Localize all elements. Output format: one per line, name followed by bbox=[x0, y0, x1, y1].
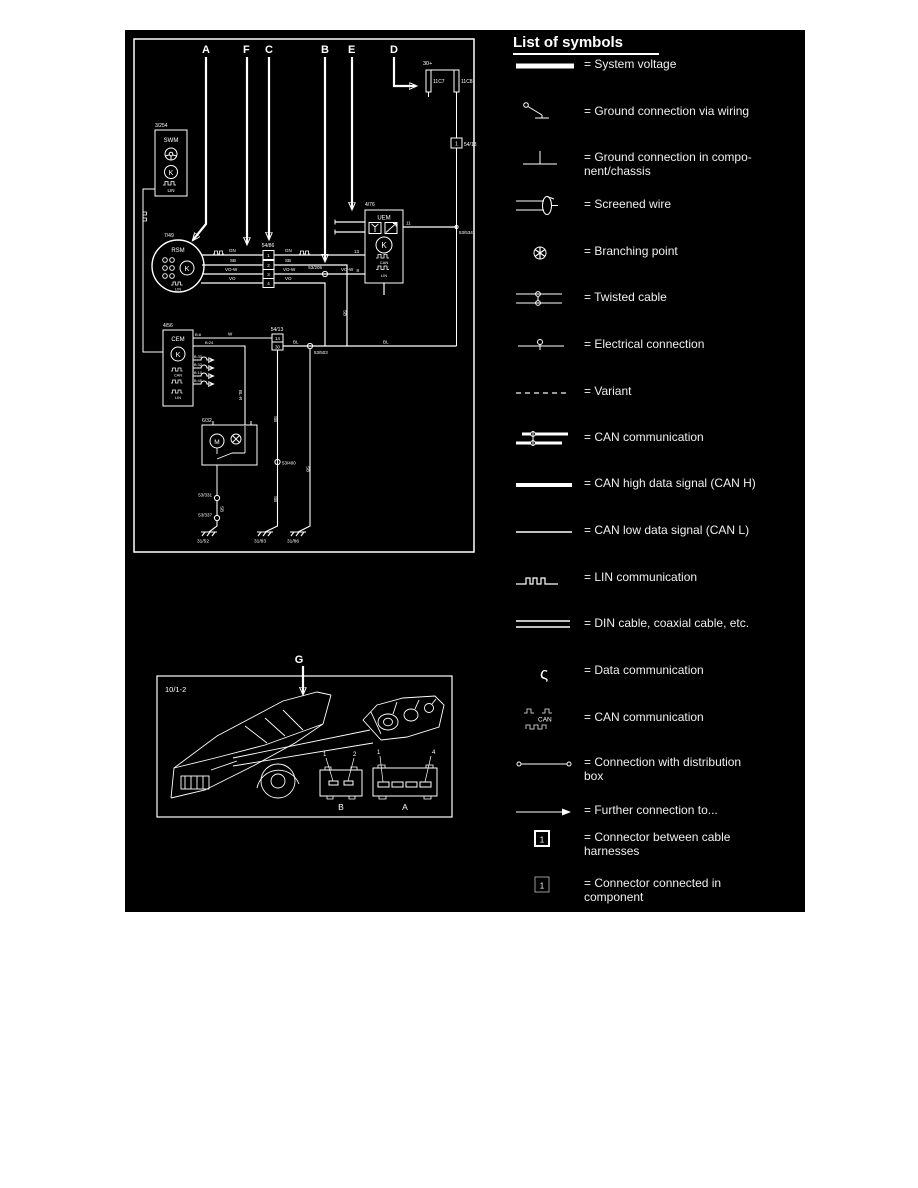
svg-text:VO-W: VO-W bbox=[341, 267, 354, 272]
variant-symbol bbox=[514, 380, 578, 406]
legend-title: List of symbols bbox=[513, 34, 659, 55]
lin-wave-glyph bbox=[213, 251, 224, 254]
motor-id: 6/32 bbox=[202, 418, 212, 424]
junction-53534-label: 53/534 bbox=[459, 230, 473, 235]
screened-wire-symbol bbox=[514, 193, 578, 219]
branching-point-symbol bbox=[514, 240, 578, 266]
svg-text:BL: BL bbox=[383, 339, 389, 345]
svg-text:K: K bbox=[168, 169, 174, 177]
distribution-box-symbol bbox=[514, 751, 578, 777]
svg-text:CAN: CAN bbox=[173, 373, 183, 378]
swm-bus-label: LIN bbox=[167, 188, 175, 193]
lin-communication-symbol bbox=[514, 566, 578, 592]
svg-text:SB: SB bbox=[273, 496, 278, 503]
lin-wave-glyph bbox=[163, 182, 176, 186]
svg-text:B:10: B:10 bbox=[194, 371, 202, 375]
fuse-11c7-label: 11C7 bbox=[433, 79, 445, 85]
ref-letter-d: D bbox=[390, 44, 398, 56]
svg-text:BL: BL bbox=[293, 339, 299, 345]
can-wave-glyph bbox=[171, 380, 183, 383]
k-node-icon bbox=[165, 166, 178, 179]
svg-text:1: 1 bbox=[539, 881, 545, 891]
svg-text:ς: ς bbox=[540, 664, 549, 683]
svg-text:LIN: LIN bbox=[175, 396, 181, 400]
location-illustration bbox=[145, 648, 455, 823]
location-box-id: 10/1-2 bbox=[165, 685, 187, 694]
data-communication-symbol bbox=[514, 659, 578, 685]
svg-text:VO-W: VO-W bbox=[225, 267, 238, 272]
component-cem bbox=[163, 323, 193, 406]
ground-in-component-symbol bbox=[514, 146, 578, 172]
component-rsm bbox=[152, 233, 204, 292]
fuse-11c7 bbox=[426, 70, 431, 92]
motor-icon bbox=[210, 434, 224, 448]
connector-in-component-symbol bbox=[514, 872, 578, 898]
svg-text:B:32: B:32 bbox=[194, 363, 202, 367]
branch-53400-label: 53/400 bbox=[282, 460, 296, 466]
svg-text:3: 3 bbox=[267, 272, 270, 277]
branch-53337 bbox=[214, 515, 219, 520]
svg-text:30: 30 bbox=[275, 344, 280, 350]
symbol-legend: List of symbols = System voltage = Ground connection via wiring = Ground connection in compo- nent/chassis = Screened wire = Branching point = Twisted cable = Electrical connection = Variant = CAN communication = CAN high data signal (CAN H) = CAN low data signal (CAN L) = LIN communication = DIN cable, coaxial cable, etc. ς = Data communication CAN = CAN communication = Connection with distribution box = Further connection to... 1 = Connector between cable harnesses 1 = Connector connected in component bbox=[513, 34, 756, 904]
svg-text:B:30: B:30 bbox=[194, 355, 202, 359]
ref-letter-c: C bbox=[265, 44, 273, 56]
svg-text:2: 2 bbox=[267, 263, 270, 268]
can-wave-glyph bbox=[376, 266, 389, 270]
can-wave-glyph bbox=[376, 255, 389, 259]
schematic-frame bbox=[133, 38, 475, 553]
uem-pin11-label: 11 bbox=[406, 220, 411, 226]
svg-text:1: 1 bbox=[539, 835, 545, 845]
ground-31-52 bbox=[197, 532, 217, 545]
wire-w-label: W bbox=[228, 331, 233, 337]
schematic-border bbox=[134, 39, 474, 552]
svg-text:SB: SB bbox=[273, 416, 278, 423]
connector-between-harnesses-symbol bbox=[514, 826, 578, 852]
svg-text:14: 14 bbox=[275, 336, 280, 341]
uem-name: UEM bbox=[377, 215, 391, 222]
svg-text:B:45: B:45 bbox=[194, 379, 202, 383]
car-sketch bbox=[171, 692, 373, 798]
svg-text:K: K bbox=[175, 349, 181, 359]
can-high-symbol bbox=[514, 472, 578, 498]
cem-pin-b8: B:8 bbox=[195, 332, 202, 337]
branch-53337-label: 53/337 bbox=[198, 512, 212, 518]
ground-wires bbox=[265, 349, 310, 532]
connector-5413-top bbox=[451, 138, 477, 346]
ground-symbols bbox=[197, 532, 306, 545]
svg-text:31/86: 31/86 bbox=[287, 539, 300, 545]
svg-text:31/52: 31/52 bbox=[197, 539, 210, 545]
rsm-name: RSM bbox=[171, 248, 185, 254]
svg-text:VO: VO bbox=[285, 276, 292, 281]
connector-b-pin1: 1 bbox=[323, 752, 327, 758]
svg-text:VO: VO bbox=[229, 276, 236, 281]
headlamp-sketch bbox=[363, 696, 444, 740]
ground-31-86 bbox=[287, 532, 306, 545]
switch-icon bbox=[217, 426, 245, 459]
cem-pin-wires bbox=[193, 332, 272, 426]
connector-5413-top-label: 54/13 bbox=[464, 142, 477, 148]
k-node-icon bbox=[376, 237, 392, 253]
branch-53205-label: 53/205 bbox=[308, 265, 322, 270]
rsm-id: 7/49 bbox=[164, 233, 174, 239]
connector-5413-label: 54/13 bbox=[270, 327, 284, 333]
can-block-symbol bbox=[514, 706, 578, 732]
connector-5486-label: 54/86 bbox=[261, 243, 275, 249]
wire-blr-label: BL-R bbox=[238, 390, 243, 401]
ref-letter-a: A bbox=[202, 44, 210, 56]
svg-text:SB: SB bbox=[342, 310, 348, 317]
svg-text:GN: GN bbox=[229, 248, 236, 253]
uem-id: 4/76 bbox=[365, 202, 375, 208]
connector-5413-mid bbox=[271, 327, 284, 350]
uem-pin13-label: 13 bbox=[353, 249, 359, 254]
further-connection-symbol bbox=[514, 799, 578, 825]
swm-name: SWM bbox=[163, 138, 179, 144]
lin-wave-glyph bbox=[171, 390, 183, 393]
svg-text:SB: SB bbox=[285, 258, 292, 263]
k-node-icon bbox=[171, 347, 185, 361]
connector-b-label: B bbox=[338, 802, 344, 812]
connector-a-pin1: 1 bbox=[377, 750, 381, 756]
svg-text:SB: SB bbox=[219, 506, 225, 513]
svg-text:4: 4 bbox=[267, 281, 270, 286]
can-communication-symbol bbox=[514, 426, 578, 452]
connector-5486 bbox=[262, 243, 275, 288]
connector-b-pin2: 2 bbox=[353, 752, 357, 758]
can-low-symbol bbox=[514, 519, 578, 545]
rsm-switch-contacts bbox=[163, 258, 175, 279]
location-connector-a bbox=[373, 750, 437, 812]
branch-53331 bbox=[214, 495, 219, 500]
fuse-group bbox=[423, 61, 473, 138]
location-svg bbox=[145, 648, 455, 823]
lin-wave-glyph bbox=[171, 282, 183, 285]
wiring-diagram-panel bbox=[125, 30, 805, 912]
twisted-cable-symbol bbox=[514, 286, 578, 312]
ground-via-wiring-symbol bbox=[514, 100, 578, 126]
svg-text:K: K bbox=[184, 264, 190, 273]
reference-letters bbox=[202, 44, 398, 56]
swm-id: 3/254 bbox=[155, 123, 168, 129]
svg-text:CAN: CAN bbox=[538, 716, 552, 724]
svg-text:1: 1 bbox=[267, 253, 270, 258]
steering-wheel-icon bbox=[165, 148, 177, 160]
svg-text:GN: GN bbox=[285, 248, 292, 253]
svg-text:VO-W: VO-W bbox=[283, 267, 296, 272]
uem-lin-label: LIN bbox=[380, 273, 388, 278]
electrical-connection-symbol bbox=[514, 333, 578, 359]
connector-5413-top-pin: 1 bbox=[454, 141, 459, 148]
uem-pin8-label: 8 bbox=[356, 268, 359, 273]
branch-53331-label: 53/331 bbox=[198, 492, 212, 498]
component-motor bbox=[202, 418, 257, 496]
system-voltage-symbol bbox=[514, 53, 578, 79]
svg-text:M: M bbox=[214, 439, 220, 446]
cem-id: 4/56 bbox=[163, 323, 173, 329]
svg-text:31/83: 31/83 bbox=[254, 539, 267, 545]
ref-letter-f: F bbox=[243, 44, 250, 56]
cem-pin-b24: B:24 bbox=[205, 340, 214, 345]
svg-text:K: K bbox=[381, 241, 387, 250]
schematic-svg bbox=[133, 38, 475, 553]
location-connector-b bbox=[320, 752, 362, 812]
rsm-bus-label: LIN bbox=[175, 287, 181, 292]
bulb-icon bbox=[231, 434, 241, 444]
ref-letter-b: B bbox=[321, 44, 329, 56]
lin-wave-vertical bbox=[143, 210, 147, 223]
fuse-11c8 bbox=[454, 70, 459, 92]
ref-letter-g: G bbox=[294, 654, 304, 666]
cem-name: CEM bbox=[171, 337, 185, 343]
lin-wave-glyph bbox=[299, 251, 310, 254]
fuse-11c8-label: 11C8 bbox=[461, 79, 473, 85]
svg-text:SB: SB bbox=[230, 258, 237, 263]
reference-arrows bbox=[193, 57, 416, 261]
connector-a-label: A bbox=[402, 802, 408, 812]
uem-can-label: CAN bbox=[379, 260, 389, 265]
svg-text:SB: SB bbox=[305, 466, 311, 473]
supply-label: 30+ bbox=[423, 61, 433, 67]
component-uem bbox=[335, 202, 457, 295]
can-wave-glyph bbox=[171, 368, 183, 371]
branch-53503-label: 53/503 bbox=[314, 350, 328, 355]
ref-letter-e: E bbox=[348, 44, 356, 56]
ground-31-83 bbox=[254, 532, 273, 545]
k-node-icon bbox=[180, 261, 194, 275]
connector-a-pin4: 4 bbox=[432, 750, 436, 756]
din-cable-symbol bbox=[514, 612, 578, 638]
